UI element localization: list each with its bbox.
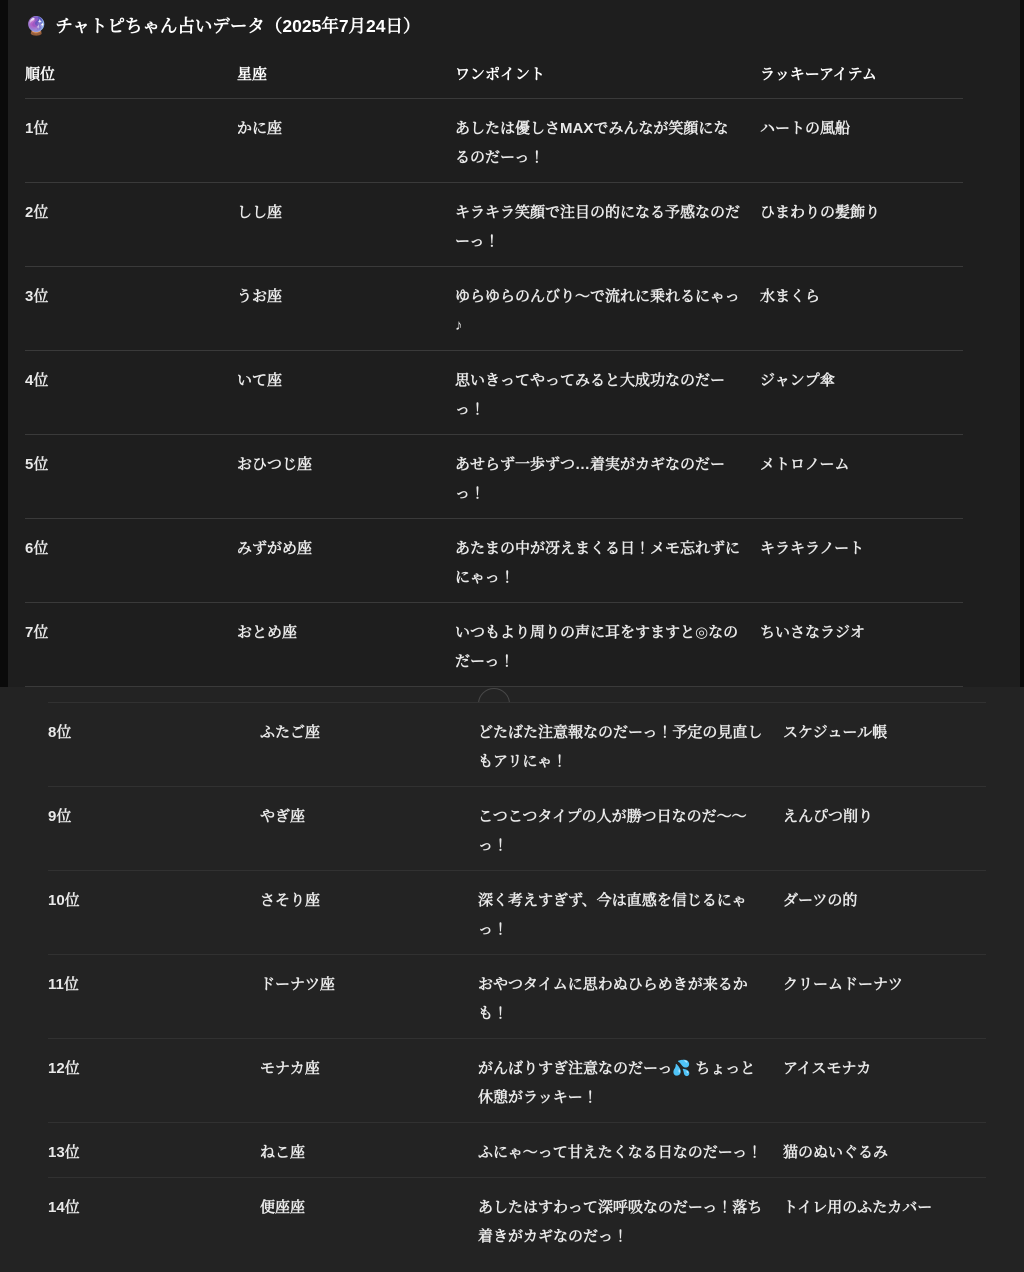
zodiac-sign-cell: やぎ座 (260, 808, 306, 825)
page-title: チャトピちゃん占いデータ（2025年7月24日） (55, 16, 421, 36)
table-row (25, 182, 963, 266)
lucky-item-cell: えんぴつ削り (783, 808, 874, 825)
one-point-cell: こつこつタイプの人が勝つ日なのだ〜〜っ！ (478, 808, 747, 854)
table-row (48, 786, 986, 870)
one-point-cell: ゆらゆらのんびり〜で流れに乗れるにゃっ♪ (455, 288, 740, 334)
rank-cell: 4位 (25, 372, 49, 389)
table-row (25, 98, 963, 182)
table-row (25, 434, 963, 518)
lucky-item-cell: ちいさなラジオ (760, 624, 866, 641)
rank-cell: 10位 (48, 892, 80, 909)
rank-cell: 9位 (48, 808, 72, 825)
lucky-item-cell: クリームドーナツ (783, 976, 903, 993)
table-body-upper (25, 98, 963, 686)
one-point-cell: あしたはすわって深呼吸なのだーっ！落ち着きがカギなのだっ！ (478, 1199, 763, 1245)
table-row (48, 954, 986, 1038)
table-row (25, 266, 963, 350)
one-point-cell: あしたは優しさMAXでみんなが笑顔になるのだーっ！ (455, 120, 729, 166)
table-row (48, 1177, 986, 1261)
one-point-cell: おやつタイムに思わぬひらめきが来るかも！ (478, 976, 748, 1022)
column-header-sign: 星座 (237, 66, 268, 83)
one-point-cell: キラキラ笑顔で注目の的になる予感なのだーっ！ (455, 204, 741, 250)
rank-cell: 5位 (25, 456, 49, 473)
rank-cell: 3位 (25, 288, 49, 305)
lucky-item-cell: キラキラノート (760, 540, 865, 557)
zodiac-sign-cell: ねこ座 (260, 1144, 306, 1161)
zodiac-sign-cell: モナカ座 (260, 1060, 320, 1077)
lucky-item-cell: スケジュール帳 (783, 724, 888, 741)
zodiac-sign-cell: みずがめ座 (237, 540, 313, 557)
one-point-cell: 思いきってやってみると大成功なのだーっ！ (455, 372, 726, 418)
fortune-panel-upper (8, 0, 1020, 687)
one-point-cell: ふにゃ〜って甘えたくなる日なのだーっ！ (478, 1144, 763, 1161)
rank-cell: 14位 (48, 1199, 80, 1216)
table-row (25, 350, 963, 434)
zodiac-sign-cell: ふたご座 (260, 724, 321, 741)
lucky-item-cell: ダーツの的 (783, 892, 858, 909)
rank-cell: 6位 (25, 540, 49, 557)
table-row (48, 1038, 986, 1122)
one-point-cell: がんばりすぎ注意なのだーっ💦 ちょっと休憩がラッキー！ (478, 1060, 756, 1106)
lucky-item-cell: ハートの風船 (760, 120, 851, 137)
rank-cell: 2位 (25, 204, 49, 221)
zodiac-sign-cell: うお座 (237, 288, 283, 305)
fortune-table-upper (25, 55, 963, 687)
rank-cell: 8位 (48, 724, 72, 741)
lucky-item-cell: ジャンプ傘 (760, 372, 835, 389)
lucky-item-cell: アイスモナカ (783, 1060, 872, 1077)
table-row (48, 1122, 986, 1177)
table-row (25, 518, 963, 602)
zodiac-sign-cell: いて座 (237, 372, 283, 389)
zodiac-sign-cell: かに座 (237, 120, 283, 137)
column-header-point: ワンポイント (455, 66, 546, 83)
page-title-row (8, 0, 1020, 39)
lucky-item-cell: メトロノーム (760, 456, 850, 473)
lucky-item-cell: 水まくら (760, 288, 821, 305)
table-header-row (25, 55, 963, 98)
one-point-cell: あたまの中が冴えまくる日！メモ忘れずににゃっ！ (455, 540, 741, 586)
fortune-table-lower (48, 702, 986, 1261)
lucky-item-cell: トイレ用のふたカバー (783, 1199, 933, 1216)
table-row (48, 870, 986, 954)
zodiac-sign-cell: さそり座 (260, 892, 321, 909)
one-point-cell: いつもより周りの声に耳をすますと◎なのだーっ！ (455, 624, 739, 670)
rank-cell: 11位 (48, 976, 79, 993)
capture-seam (0, 684, 1024, 702)
zodiac-sign-cell: ドーナツ座 (260, 976, 335, 993)
column-header-item: ラッキーアイテム (760, 66, 877, 83)
column-header-rank: 順位 (25, 66, 56, 83)
rank-cell: 1位 (25, 120, 49, 137)
fortune-panel-lower (0, 687, 1024, 1272)
zodiac-sign-cell: おとめ座 (237, 624, 298, 641)
table-body-lower (48, 702, 986, 1261)
scroll-down-button-arc (478, 688, 510, 702)
zodiac-sign-cell: 便座座 (260, 1199, 306, 1216)
table-row (25, 602, 963, 686)
lucky-item-cell: 猫のぬいぐるみ (783, 1144, 889, 1161)
zodiac-sign-cell: おひつじ座 (237, 456, 313, 473)
rank-cell: 7位 (25, 624, 49, 641)
zodiac-sign-cell: しし座 (237, 204, 283, 221)
rank-cell: 13位 (48, 1144, 80, 1161)
rank-cell: 12位 (48, 1060, 80, 1077)
lucky-item-cell: ひまわりの髪飾り (760, 204, 881, 221)
crystal-ball-icon: 🔮 (25, 16, 48, 36)
one-point-cell: あせらず一歩ずつ…着実がカギなのだーっ！ (455, 456, 726, 502)
table-row (48, 702, 986, 786)
one-point-cell: 深く考えすぎず、今は直感を信じるにゃっ！ (478, 892, 747, 938)
one-point-cell: どたばた注意報なのだーっ！予定の見直しもアリにゃ！ (478, 724, 763, 770)
